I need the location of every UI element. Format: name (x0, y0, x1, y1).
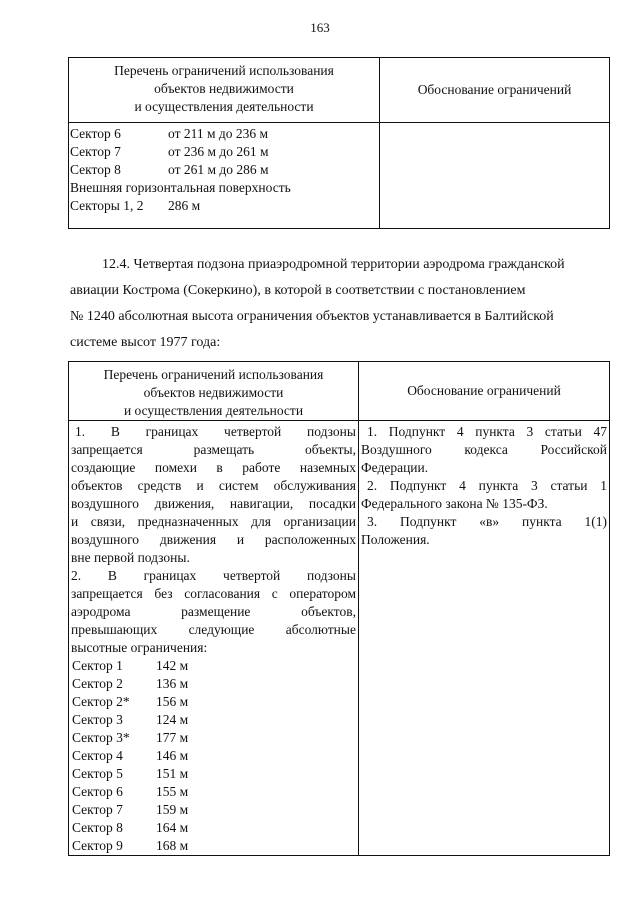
restriction-line (71, 567, 356, 585)
sector-value: от 211 м до 236 м (168, 126, 269, 141)
justification-line (361, 441, 607, 459)
sector-label: Сектор 3* (72, 730, 130, 745)
restriction-line (71, 621, 356, 639)
justification-line (361, 513, 607, 531)
word: кодекса (464, 442, 508, 457)
word: объектов (71, 478, 123, 493)
word: В (110, 424, 120, 439)
word: объекты, (305, 442, 356, 457)
header-line: и осуществления деятельности (123, 403, 304, 418)
restriction-line (71, 531, 356, 549)
word: подзоны (307, 424, 356, 439)
word: размещать (193, 442, 255, 457)
word: и (196, 478, 204, 493)
word: предназначенных (137, 514, 239, 529)
sector-value: 151 м (156, 766, 189, 781)
word: движения (159, 532, 217, 547)
word: Подпункт (399, 514, 457, 529)
word: запрещается (71, 442, 143, 457)
word: границах (143, 568, 197, 583)
word: средств (137, 478, 182, 493)
sector-value: 168 м (156, 838, 189, 853)
sector-row (69, 161, 379, 179)
table1-body-left (69, 123, 380, 229)
word: статьи (550, 478, 588, 493)
table1-body-right (380, 123, 610, 229)
word: для (251, 514, 271, 529)
word: без (154, 586, 173, 601)
word: запрещается (71, 586, 143, 601)
word: четвертой (223, 568, 281, 583)
word: 1. (75, 424, 86, 439)
table-restrictions-fourth-subzone (68, 361, 610, 856)
word: связи, (90, 514, 126, 529)
para-line (70, 252, 606, 278)
sector-row (69, 143, 379, 161)
sector-label: Сектор 3 (72, 712, 123, 727)
sector-value: 159 м (156, 802, 189, 817)
word: обслуживания (273, 478, 356, 493)
word: воздушного (71, 496, 140, 511)
header-line: объектов недвижимости (143, 385, 284, 400)
word: объектов, (301, 604, 356, 619)
word: «в» (479, 514, 500, 529)
sector-value: 124 м (156, 712, 189, 727)
word: превышающих (71, 622, 158, 637)
justification-line (361, 477, 607, 495)
sector-label: Сектор 6 (72, 784, 123, 799)
sector-list (71, 657, 356, 855)
restriction-line (71, 513, 356, 531)
word: 3. (367, 514, 378, 529)
word: 1. (367, 424, 378, 439)
sector-label: Сектор 6 (70, 126, 121, 141)
word: организации (283, 514, 356, 529)
justification-list (361, 423, 607, 549)
sector-row (71, 747, 356, 765)
word: 3 (530, 478, 538, 493)
word: согласования (184, 586, 261, 601)
sector-value: 164 м (156, 820, 189, 835)
table2-body-left (69, 421, 359, 856)
word: следующие (188, 622, 255, 637)
justification-line: Федерального закона № 135-ФЗ. (361, 496, 548, 511)
restriction-line: высотные ограничения: (71, 640, 208, 655)
restriction-line (71, 495, 356, 513)
sector-row (71, 837, 356, 855)
word: 47 (593, 424, 607, 439)
word: наземных (299, 460, 356, 475)
header-line: Перечень ограничений использования (103, 367, 324, 382)
sector-row (69, 197, 379, 215)
word: аэродрома (71, 604, 131, 619)
sector-value: от 261 м до 286 м (168, 162, 269, 177)
table2-header-right (359, 362, 610, 421)
sector-row (71, 711, 356, 729)
word: в (216, 460, 223, 475)
word: 3 (526, 424, 534, 439)
word: четвертой (224, 424, 282, 439)
word: 4 (459, 478, 466, 493)
sector-row (71, 819, 356, 837)
word: В (107, 568, 117, 583)
sector-value: 155 м (156, 784, 189, 799)
restriction-line (71, 585, 356, 603)
table2-body-right (359, 421, 610, 856)
word: пункта (478, 478, 519, 493)
word: работе (242, 460, 281, 475)
header-line: и осуществления деятельности (134, 99, 314, 114)
word: оператором (289, 586, 356, 601)
header-right-label: Обоснование ограничений (417, 82, 572, 97)
sector-row (71, 657, 356, 675)
sector-label: Сектор 8 (70, 162, 121, 177)
sector-label: Сектор 7 (72, 802, 123, 817)
word: пункта (475, 424, 515, 439)
restriction-line (71, 603, 356, 621)
sector-value: 136 м (156, 676, 189, 691)
surface-line: Внешняя горизонтальная поверхность (70, 180, 291, 195)
sector-label: Сектор 2 (72, 676, 123, 691)
restriction-line (71, 477, 356, 495)
sector-label: Сектор 2* (72, 694, 130, 709)
word: посадки (308, 496, 356, 511)
word: и (71, 514, 79, 529)
justification-line (361, 423, 607, 441)
sector-label: Сектор 9 (72, 838, 123, 853)
word: 4 (456, 424, 464, 439)
word: статьи (544, 424, 582, 439)
word: и (236, 532, 245, 547)
restriction-item-1 (71, 423, 356, 549)
sector-row (71, 729, 356, 747)
word: создающие (71, 460, 136, 475)
sector-value: 286 м (168, 198, 201, 213)
word: 2. (71, 568, 82, 583)
word: Подпункт (389, 478, 447, 493)
page-number: 163 (310, 20, 330, 35)
restriction-line: вне первой подзоны. (71, 550, 190, 565)
sector-value: 177 м (156, 730, 189, 745)
para-line: системе высот 1977 года: (70, 335, 221, 350)
sector-value: 156 м (156, 694, 189, 709)
word: расположенных (264, 532, 356, 547)
sector-row (71, 783, 356, 801)
sector-label: Сектор 5 (72, 766, 123, 781)
sector-label: Сектор 8 (72, 820, 123, 835)
word: пункта (522, 514, 562, 529)
justification-line: Федерации. (361, 460, 429, 475)
word: с (271, 586, 278, 601)
word: 1 (600, 478, 607, 493)
word: 1(1) (584, 514, 607, 529)
word: Воздушного (361, 442, 432, 457)
sector-value: 142 м (156, 658, 189, 673)
restriction-line (71, 423, 356, 441)
para-line: № 1240 абсолютная высота ограничения объектов устанавливается в Балтийской (70, 309, 554, 324)
word: границах (145, 424, 199, 439)
table1-header-right (380, 58, 610, 123)
sector-label: Сектор 4 (72, 748, 123, 763)
sector-row (71, 693, 356, 711)
word: абсолютные (285, 622, 356, 637)
word: систем (218, 478, 259, 493)
para-line: авиации Кострома (Сокеркино), в которой в соответствии с постановлением (70, 283, 526, 298)
word: 2. (367, 478, 378, 493)
header-line: объектов недвижимости (154, 81, 294, 96)
sector-label: Секторы 1, 2 (70, 198, 144, 213)
word: размещение (181, 604, 251, 619)
restriction-item-2 (71, 567, 356, 639)
sector-row (71, 801, 356, 819)
restriction-line (71, 441, 356, 459)
sector-row (71, 765, 356, 783)
section-paragraph (70, 252, 606, 356)
table1-header-left (69, 58, 380, 123)
word: помехи (154, 460, 197, 475)
sector-label: Сектор 1 (72, 658, 123, 673)
word: Подпункт (388, 424, 446, 439)
justification-line: Положения. (361, 532, 430, 547)
word: воздушного (71, 532, 140, 547)
sector-value: 146 м (156, 748, 189, 763)
table-restrictions-top (68, 57, 610, 229)
para-text: 12.4. Четвертая подзона приаэродромной территории аэродрома гражданской (102, 257, 565, 272)
header-right-label: Обоснование ограничений (407, 383, 561, 398)
table2-header-left (69, 362, 359, 421)
sector-label: Сектор 7 (70, 144, 121, 159)
word: движения, (154, 496, 215, 511)
sector-row (69, 125, 379, 143)
restriction-line (71, 459, 356, 477)
word: подзоны (307, 568, 356, 583)
word: Российской (540, 442, 607, 457)
word: навигации, (229, 496, 294, 511)
sector-value: от 236 м до 261 м (168, 144, 269, 159)
header-line: Перечень ограничений использования (114, 63, 334, 78)
sector-row (71, 675, 356, 693)
